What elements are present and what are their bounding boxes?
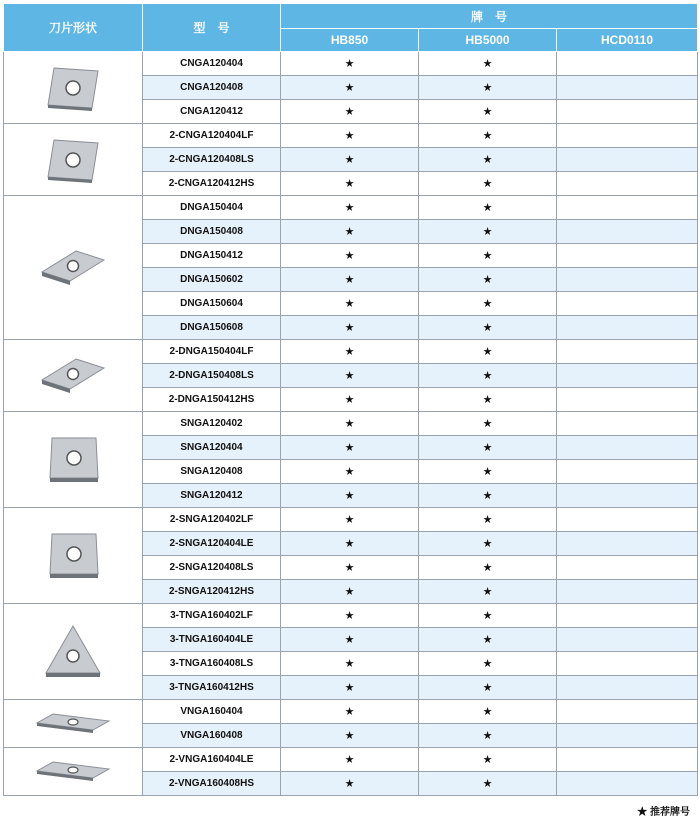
- recommended-star-icon: ★: [281, 436, 419, 460]
- table-row: [4, 124, 698, 148]
- recommended-star-icon: ★: [281, 196, 419, 220]
- model-cell: 2-DNGA150412HS: [143, 388, 281, 412]
- recommended-star-icon: ★: [419, 292, 557, 316]
- grade-cell-empty: [557, 724, 698, 748]
- model-cell: VNGA160408: [143, 724, 281, 748]
- table-row: [4, 52, 698, 76]
- recommended-star-icon: ★: [419, 52, 557, 76]
- recommended-star-icon: ★: [419, 100, 557, 124]
- model-cell: SNGA120408: [143, 460, 281, 484]
- header-grade-hcd0110: HCD0110: [557, 29, 698, 52]
- model-cell: VNGA160404: [143, 700, 281, 724]
- dnga-insert-icon: [4, 356, 142, 396]
- model-cell: DNGA150408: [143, 220, 281, 244]
- recommended-star-icon: ★: [281, 124, 419, 148]
- grade-cell-empty: [557, 124, 698, 148]
- recommended-star-icon: ★: [419, 580, 557, 604]
- recommended-star-icon: ★: [281, 484, 419, 508]
- table-header: [4, 4, 698, 52]
- cnga-insert-icon: [4, 136, 142, 184]
- grade-cell-empty: [557, 148, 698, 172]
- recommended-star-icon: ★: [419, 460, 557, 484]
- grade-cell-empty: [557, 484, 698, 508]
- recommended-star-icon: ★: [419, 76, 557, 100]
- tnga-insert-icon: [4, 623, 142, 681]
- recommended-star-icon: ★: [281, 340, 419, 364]
- header-grade-hb5000: HB5000: [419, 29, 557, 52]
- grade-cell-empty: [557, 460, 698, 484]
- recommended-star-icon: ★: [281, 652, 419, 676]
- grade-cell-empty: [557, 700, 698, 724]
- table-row: [4, 508, 698, 532]
- model-cell: 2-SNGA120412HS: [143, 580, 281, 604]
- recommended-star-icon: ★: [419, 172, 557, 196]
- table-row: [4, 412, 698, 436]
- grade-cell-empty: [557, 772, 698, 796]
- model-cell: 2-SNGA120402LF: [143, 508, 281, 532]
- grade-cell-empty: [557, 268, 698, 292]
- recommended-star-icon: ★: [281, 532, 419, 556]
- model-cell: DNGA150602: [143, 268, 281, 292]
- recommended-star-icon: ★: [281, 676, 419, 700]
- recommended-star-icon: ★: [281, 172, 419, 196]
- table-row: [4, 748, 698, 772]
- shape-cell: [4, 340, 143, 412]
- grade-cell-empty: [557, 652, 698, 676]
- recommended-star-icon: ★: [281, 604, 419, 628]
- recommended-star-icon: ★: [281, 76, 419, 100]
- dnga-insert-icon: [4, 248, 142, 288]
- grade-cell-empty: [557, 100, 698, 124]
- shape-cell: [4, 124, 143, 196]
- model-cell: 3-TNGA160412HS: [143, 676, 281, 700]
- recommended-star-icon: ★: [419, 700, 557, 724]
- recommended-star-icon: ★: [281, 244, 419, 268]
- recommended-star-icon: ★: [419, 340, 557, 364]
- snga-insert-icon: [4, 434, 142, 486]
- recommended-star-icon: ★: [419, 148, 557, 172]
- table-row: [4, 604, 698, 628]
- recommended-star-icon: ★: [419, 316, 557, 340]
- model-cell: CNGA120404: [143, 52, 281, 76]
- vnga-insert-icon: [4, 711, 142, 737]
- grade-cell-empty: [557, 436, 698, 460]
- recommended-star-icon: ★: [419, 772, 557, 796]
- model-cell: DNGA150604: [143, 292, 281, 316]
- recommended-star-icon: ★: [281, 412, 419, 436]
- model-cell: SNGA120402: [143, 412, 281, 436]
- recommended-star-icon: ★: [419, 436, 557, 460]
- grade-cell-empty: [557, 628, 698, 652]
- grade-cell-empty: [557, 316, 698, 340]
- model-cell: 2-DNGA150404LF: [143, 340, 281, 364]
- model-cell: SNGA120404: [143, 436, 281, 460]
- recommended-star-icon: ★: [419, 508, 557, 532]
- grade-cell-empty: [557, 676, 698, 700]
- shape-cell: [4, 700, 143, 748]
- recommended-star-icon: ★: [281, 748, 419, 772]
- recommended-star-icon: ★: [281, 292, 419, 316]
- grade-cell-empty: [557, 604, 698, 628]
- recommended-star-icon: ★: [419, 676, 557, 700]
- header-model: 型 号: [143, 4, 281, 52]
- recommended-star-icon: ★: [419, 604, 557, 628]
- shape-cell: [4, 412, 143, 508]
- model-cell: DNGA150608: [143, 316, 281, 340]
- model-cell: CNGA120408: [143, 76, 281, 100]
- grade-cell-empty: [557, 412, 698, 436]
- model-cell: 2-VNGA160404LE: [143, 748, 281, 772]
- grade-cell-empty: [557, 244, 698, 268]
- recommended-star-icon: ★: [419, 532, 557, 556]
- recommended-star-icon: ★: [419, 196, 557, 220]
- grade-cell-empty: [557, 340, 698, 364]
- grade-cell-empty: [557, 556, 698, 580]
- recommended-star-icon: ★: [419, 724, 557, 748]
- shape-cell: [4, 508, 143, 604]
- model-cell: 2-SNGA120408LS: [143, 556, 281, 580]
- recommended-star-icon: ★: [419, 412, 557, 436]
- legend-note: ★ 推荐牌号: [637, 807, 690, 818]
- model-cell: 2-CNGA120404LF: [143, 124, 281, 148]
- cnga-insert-icon: [4, 64, 142, 112]
- recommended-star-icon: ★: [281, 700, 419, 724]
- recommended-star-icon: ★: [281, 508, 419, 532]
- recommended-star-icon: ★: [281, 364, 419, 388]
- model-cell: 2-CNGA120408LS: [143, 148, 281, 172]
- recommended-star-icon: ★: [419, 628, 557, 652]
- vnga-insert-icon: [4, 759, 142, 785]
- grade-cell-empty: [557, 748, 698, 772]
- recommended-star-icon: ★: [281, 772, 419, 796]
- model-cell: DNGA150412: [143, 244, 281, 268]
- shape-cell: [4, 748, 143, 796]
- model-cell: CNGA120412: [143, 100, 281, 124]
- grade-cell-empty: [557, 196, 698, 220]
- grade-cell-empty: [557, 292, 698, 316]
- grade-cell-empty: [557, 52, 698, 76]
- recommended-star-icon: ★: [281, 628, 419, 652]
- recommended-star-icon: ★: [419, 388, 557, 412]
- model-cell: 2-VNGA160408HS: [143, 772, 281, 796]
- model-cell: 2-CNGA120412HS: [143, 172, 281, 196]
- recommended-star-icon: ★: [419, 484, 557, 508]
- grade-cell-empty: [557, 532, 698, 556]
- recommended-star-icon: ★: [419, 364, 557, 388]
- model-cell: 2-SNGA120404LE: [143, 532, 281, 556]
- snga-insert-icon: [4, 530, 142, 582]
- recommended-star-icon: ★: [281, 220, 419, 244]
- recommended-star-icon: ★: [281, 724, 419, 748]
- grade-cell-empty: [557, 76, 698, 100]
- recommended-star-icon: ★: [419, 556, 557, 580]
- recommended-star-icon: ★: [419, 268, 557, 292]
- grade-table: [3, 3, 698, 796]
- model-cell: 3-TNGA160408LS: [143, 652, 281, 676]
- grade-cell-empty: [557, 364, 698, 388]
- recommended-star-icon: ★: [419, 748, 557, 772]
- recommended-star-icon: ★: [281, 268, 419, 292]
- recommended-star-icon: ★: [281, 388, 419, 412]
- grade-cell-empty: [557, 172, 698, 196]
- model-cell: 2-DNGA150408LS: [143, 364, 281, 388]
- recommended-star-icon: ★: [281, 316, 419, 340]
- table-row: [4, 340, 698, 364]
- grade-cell-empty: [557, 508, 698, 532]
- grade-table-container: [3, 3, 697, 796]
- recommended-star-icon: ★: [281, 148, 419, 172]
- recommended-star-icon: ★: [419, 244, 557, 268]
- grade-cell-empty: [557, 220, 698, 244]
- recommended-star-icon: ★: [419, 220, 557, 244]
- shape-cell: [4, 52, 143, 124]
- header-grade-hb850: HB850: [281, 29, 419, 52]
- grade-cell-empty: [557, 580, 698, 604]
- model-cell: SNGA120412: [143, 484, 281, 508]
- recommended-star-icon: ★: [281, 556, 419, 580]
- model-cell: 3-TNGA160404LE: [143, 628, 281, 652]
- shape-cell: [4, 604, 143, 700]
- model-cell: DNGA150404: [143, 196, 281, 220]
- table-body: [4, 52, 698, 796]
- shape-cell: [4, 196, 143, 340]
- table-row: [4, 700, 698, 724]
- header-shape: 刀片形状: [4, 4, 143, 52]
- recommended-star-icon: ★: [419, 652, 557, 676]
- recommended-star-icon: ★: [281, 100, 419, 124]
- recommended-star-icon: ★: [419, 124, 557, 148]
- recommended-star-icon: ★: [281, 52, 419, 76]
- recommended-star-icon: ★: [281, 460, 419, 484]
- table-row: [4, 196, 698, 220]
- header-brand: 牌 号: [281, 4, 698, 29]
- recommended-star-icon: ★: [281, 580, 419, 604]
- model-cell: 3-TNGA160402LF: [143, 604, 281, 628]
- grade-cell-empty: [557, 388, 698, 412]
